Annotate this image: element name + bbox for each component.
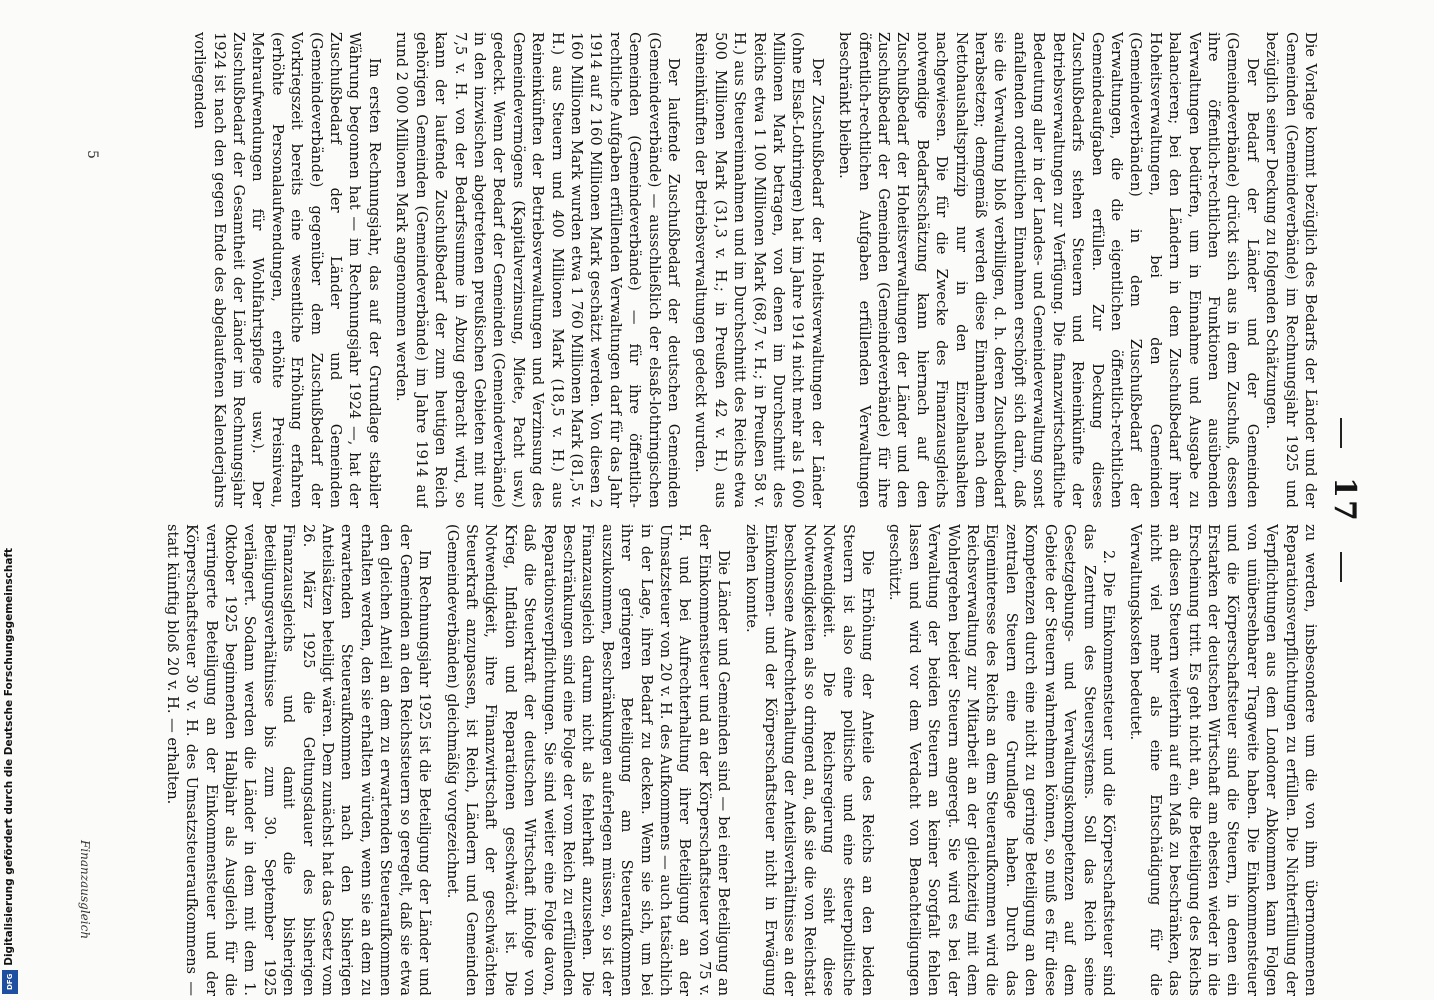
- paragraph: Der Bedarf der Länder und der Gemeinden (Gemeindeverbände) drückt sich aus in dem Zuschuß, dessen ihre öffentlich-rechtlichen Funktionen ausübenden Verwaltungen bedürfen, um in Einnahme und Ausgabe zu balancieren; bei den Ländern in dem Zuschußbedarf ihrer Hoheitsverwaltungen, bei den Gemeinden (Gemeindeverbänden) in dem Zuschußbedarf der Verwaltungen, die die eigentlichen öffentlich-rechtlichen Gemeindeaufgaben erfüllen. Zur Deckung dieses Zuschußbedarfs stehen Steuern und Reineinkünfte der Betriebsverwaltungen zur Verfügung. Die finanzwirtschaftliche Bedeutung aller in der Landes- und Gemeindeverwaltung sonst anfallenden ordentlichen Einnahmen erschöpft sich darin, daß sie die Verwaltung bloß verbilligen, d. h. deren Zuschußbedarf herabsetzen; demgemäß werden diese Einnahmen nach dem Nettohaushaltsprinzip nur in den Einzelhaushalten nachgewiesen. Die für die Zwecke des Finanzausgleichs notwendige Bedarfsschätzung kann hiernach auf den Zuschußbedarf der Hoheitsverwaltungen der Länder und den Zuschußbedarf der Gemeinden (Gemeindeverbände) für ihre öffentlich-rechtlichen Aufgaben erfüllenden Verwaltungen beschränkt bleiben.: [836, 32, 1261, 508]
- paragraph: Die Erhöhung der Anteile des Reichs an den beiden Steuern ist also eine politische und eine steuerpolitische Notwendigkeit. Die Reichsregierung sieht diese Notwendigkeiten als so dringend an, daß sie die von Reichstat beschlossene Aufrechterhaltung der Anteilsverhältnisse an der Einkommen- und der Körperschaftsteuer nicht in Erwägung ziehen konnte.: [742, 524, 877, 996]
- page-number: 17: [1327, 477, 1362, 523]
- paragraph: Die Länder und Gemeinden sind — bei einer Beteiligung an der Einkommensteuer und an der Körperschaftsteuer von 75 v. H. und bei Aufrechterhaltung ihrer Beteiligung an der Umsatzsteuer von 20 v. H. des Aufkommens — auch tatsächlich in der Lage, ihren Bedarf zu decken. Wenn sie sich, um bei ihrer geringeren Beteiligung am Steueraufkommen auszukommen, Beschränkungen auferlegen müssen, so ist der Finanzausgleich darum nicht als fehlerhaft anzusehen. Die Beschränkungen sind eine Folge der vom Reich zu erfüllenden Reparationsverpflichtungen. Sie sind weiter eine Folge davon, daß die Steuerkraft der deutschen Wirtschaft infolge von Krieg, Inflation und Reparationen geschwächt ist. Die Notwendigkeit, ihre Finanzwirtschaft der geschwächten Steuerkraft anzupassen, ist Reich, Ländern und Gemeinden (Gemeindeverbänden) gleichmäßig vorgezeichnet.: [443, 524, 733, 996]
- paragraph: Der laufende Zuschußbedarf der deutschen Gemeinden (Gemeindeverbände) — ausschließlich der elsaß-lothringischen Gemeinden (Gemeindeverbände) — für ihre öffentlich-rechtliche Aufgaben erfüllenden Verwaltungen darf für das Jahr 1914 auf 2 160 Millionen Mark geschätzt werden. Von diesen 2 160 Millionen Mark wurden etwa 1 760 Millionen Mark (81,5 v. H.) aus Steuern und 400 Millionen Mark (18,5 v. H.) aus Reineinkünften der Betriebsverwaltungen und Verzinsung des Gemeindevermögens (Kapitalverzinsung, Miete, Pacht usw.) gedeckt. Wenn der Bedarf der Gemeinden (Gemeindeverbände) in den inzwischen abgetretenen preußischen Gebieten mit nur 7,5 v. H. von der Bedarfssumme in Abzug gebracht wird, so kann der laufende Zuschußbedarf der zum heutigen Reich gehörigen Gemeinden (Gemeindeverbände) im Jahre 1914 auf rund 2 000 Millionen Mark angenommen werden.: [393, 32, 682, 508]
- paragraph: Der Zuschußbedarf der Hoheitsverwaltungen der Länder (ohne Elsaß-Lothringen) hat im Jahre 1914 nicht mehr als 1 600 Millionen Mark betragen, von denen im Durchschnitt des Reichs etwa 1 100 Millionen Mark (68,7 v. H.; in Preußen 58 v. H.) aus Steuereinnahmen und im Durchschnitt des Reichs etwa 500 Millionen Mark (31,3 v. H.; in Preußen 42 v. H.) aus Reineinkünften der Betriebsverwaltungen gedeckt wurden.: [692, 32, 826, 508]
- text-column-right: [126, 524, 1320, 996]
- dfg-logo-icon: DFG: [2, 970, 18, 994]
- paragraph: Im Rechnungsjahr 1925 ist die Beteiligung der Länder und der Gemeinden an den Reichssteuern so geregelt, daß sie etwa den gleichen Anteil an dem zu erwartenden Steueraufkommen erhalten werden, den sie erhalten würden, wenn sie an dem zu erwartenden Steueraufkommen nach den bisherigen Anteilsätzen beteiligt wären. Dem zunächst hat das Gesetz vom 26. März 1925 die Geltungsdauer des bisherigen Finanzausgleichs und damit die bisherigen Beteiligungsverhältnisse bis zum 30. September 1925 verlängert. Sodann werden die Länder in dem mit dem 1. Oktober 1925 beginnenden Halbjahr als Ausgleich für die verringerte Beteiligung an der Einkommensteuer und der Körperschaftsteuer 30 v. H. des Umsatzsteueraufkommens — statt künftig bloß 20 v. H. — erhalten.: [163, 524, 434, 996]
- paragraph: Im ersten Rechnungsjahr, das auf der Grundlage stabiler Währung begonnen hat — im Rechnungsjahr 1924 —, hat der Zuschußbedarf der Länder und Gemeinden (Gemeindeverbände) gegenüber dem Zuschußbedarf der Vorkriegszeit bereits eine wesentliche Erhöhung erfahren (erhöhte Personalaufwendungen, erhöhte Preisniveau, Mehraufwendungen für Wohlfahrtspflege usw.). Der Zuschußbedarf der Gesamtheit der Länder im Rechnungsjahr 1924 ist nach den gegen Ende des abgelaufenen Kalenderjahrs vorliegenden: [191, 32, 383, 508]
- printer-signature: Finanzausgleich: [78, 840, 92, 940]
- sheet-mark: 5: [84, 150, 100, 159]
- text-column-left: [110, 32, 1320, 508]
- paragraph: zu werden, insbesondere um die von ihm übernommenen Reparationsverpflichtungen zu erfüllen. Die Nichterfüllung der Verpflichtungen aus dem Londoner Abkommen kann Folgen von unübersehbarer Tragweite haben. Die Einkommensteuer und die Körperschaftsteuer sind die Steuern, in denen ein Erstarken der deutschen Wirtschaft am ehesten wieder in die Erscheinung tritt. Es geht nicht an, die Beteiligung des Reichs an diesen Steuern weiterhin auf ein Maß zu beschränken, das nicht viel mehr als eine Entschädigung für die Verwaltungskosten bedeutet.: [1127, 524, 1319, 996]
- digitization-footer: [0, 0, 24, 1000]
- digitization-credit: Digitalisierung gefördert durch die Deutsche Forschungsgemeinschaft: [3, 548, 15, 966]
- paragraph: Die Vorlage kommt bezüglich des Bedarfs der Länder und der Gemeinden (Gemeindeverbände) im Rechnungsjahr 1925 und bezüglich seiner Deckung zu folgenden Schätzungen.: [1263, 32, 1319, 508]
- paragraph: 2. Die Einkommensteuer und die Körperschaftsteuer sind das Zentrum des Steuersystems. Soll das Reich seine Gesetzgebungs- und Verwaltungskompetenzen auf dem Gebiete der Steuern wahrnehmen können, so muß es für diese Kompetenzen durch eine nicht zu geringe Beteiligung an den zentralen Steuern eine Grundlage haben. Durch das Eigeninteresse des Reichs an dem Steueraufkommen wird die Reichsverwaltung zur Mitarbeit an der gleichzeitig mit dem Wohlergehen beider Steuern angeregt. Sie wird es bei der Verwaltung der beiden Steuern an keiner Sorgfalt fehlen lassen und wird vor dem Verdacht von Benachteiligungen geschützt.: [886, 524, 1117, 996]
- page-header: [1324, 0, 1364, 1000]
- header-dash-right: [1340, 552, 1342, 582]
